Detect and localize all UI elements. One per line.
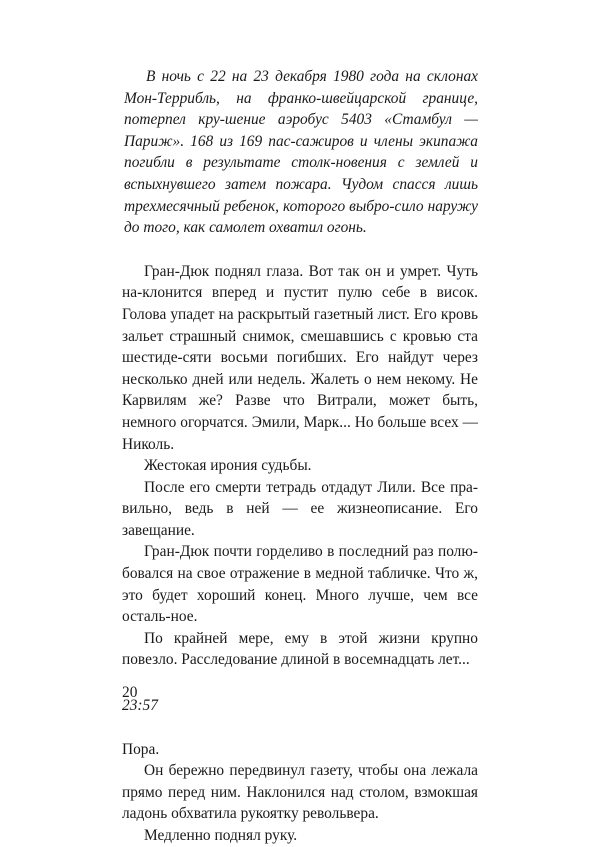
body-text-section-2: [122, 739, 478, 847]
page-content: [122, 66, 478, 847]
epigraph-text: В ночь с 22 на 23 декабря 1980 года на склонах Мон-Террибль, на франко-швейцарской границе, потерпел кру-шение аэробус 5403 «Стамбул — Париж». 168 из 169 пас-сажиров и члены экипажа погибли в результате столк-новения с землей и вспыхнувшего затем пожара. Чудом спасся лишь трехмесячный ребенок, которого выбро-сило наружу до того, как самолет охватил огонь.: [124, 68, 478, 237]
paragraph: Гран-Дюк почти горделиво в последний раз полю-бовался на свое отражение в медной табличке. Что ж, это будет хороший конец. Много лучше, чем все осталь-ное.: [122, 543, 478, 626]
time-heading: 23:57: [122, 697, 158, 715]
page-number: 20: [122, 684, 138, 701]
paragraph: По крайней мере, ему в этой жизни крупно повезло. Расследование длиной в восемнадцать лет...: [122, 629, 478, 669]
epigraph: [124, 66, 478, 239]
paragraph: Медленно поднял руку.: [144, 827, 298, 844]
paragraph: Пора.: [122, 740, 160, 758]
paragraph: Он бережно передвинул газету, чтобы она лежала прямо перед ним. Наклонился над столом, взмокшая ладонь обхватила рукоятку револьвера.: [122, 762, 478, 823]
paragraph: Жестокая ирония судьбы.: [144, 457, 312, 475]
paragraph: Гран-Дюк поднял глаза. Вот так он и умрет. Чуть на-клонится вперед и пустит пулю себе в висок. Голова упадет на раскрытый газетный лист. Его кровь зальет страшный снимок, смешавшись с кровью ста шестиде-сяти восьми погибших. Его найдут через несколько дней или недель. Жалеть о нем некому. Не Карвилям же? Разве что Витрали, может быть, немного огорчатся. Эмили, Марк... Но больше всех — Николь.: [122, 262, 478, 453]
body-text-section-1: [122, 261, 478, 671]
paragraph: После его смерти тетрадь отдадут Лили. Все пра-вильно, ведь в ней — ее жизнеописание. Его завещание.: [122, 478, 478, 539]
